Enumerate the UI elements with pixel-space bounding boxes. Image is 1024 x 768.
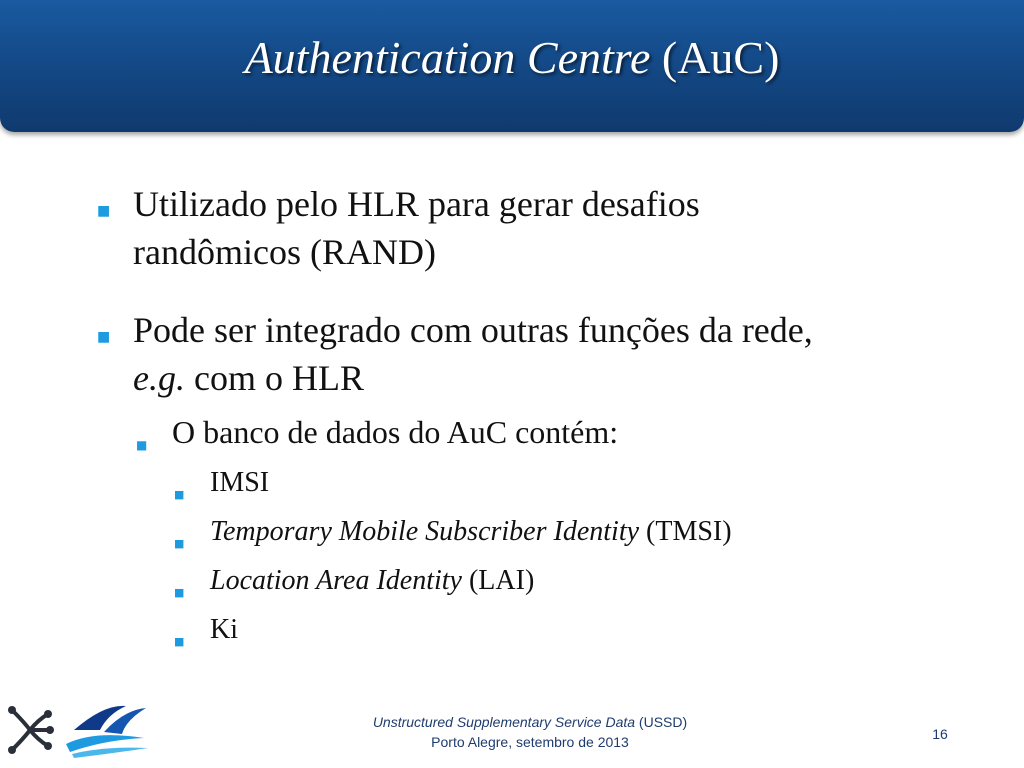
bullet-line-rest: com o HLR: [184, 358, 364, 398]
page-number: 16: [932, 726, 948, 742]
bullet-line: Utilizado pelo HLR para gerar desafios: [133, 184, 700, 224]
bullet-line: [133, 354, 364, 402]
slide-title-rest: (AuC): [661, 32, 780, 83]
slide-title: [0, 28, 1024, 88]
network-node-logo-icon: [6, 700, 56, 760]
square-bullet-icon: ■: [97, 203, 111, 219]
list-item-rest: (LAI): [461, 565, 535, 596]
list-item-italic: Location Area Identity: [210, 565, 462, 596]
footer: [300, 712, 760, 752]
square-bullet-icon: ■: [174, 586, 185, 599]
square-bullet-icon: ■: [174, 635, 185, 648]
eg-text: e.g.: [133, 358, 185, 398]
square-bullet-icon: ■: [174, 537, 185, 550]
square-bullet-icon: ■: [136, 438, 148, 452]
footer-line-1-italic: Unstructured Supplementary Service Data: [372, 714, 636, 730]
list-item-rest: (TMSI): [639, 516, 732, 547]
square-bullet-icon: ■: [174, 488, 185, 501]
footer-line-2: Porto Alegre, setembro de 2013: [431, 734, 629, 750]
bullet-line: randômicos (RAND): [133, 232, 436, 272]
bullet-line: Pode ser integrado com outras funções da rede,: [133, 310, 813, 350]
list-item-rest: IMSI: [210, 467, 270, 498]
footer-line-1-rest: (USSD): [635, 714, 688, 730]
swoosh-logo-icon: [64, 700, 154, 760]
slide-title-italic: Authentication Centre: [244, 32, 651, 83]
list-item-rest: Ki: [210, 614, 238, 645]
list-item-italic: Temporary Mobile Subscriber Identity: [210, 516, 640, 547]
list-item: [210, 463, 269, 503]
title-bar: [0, 0, 1024, 132]
square-bullet-icon: ■: [97, 329, 111, 345]
footer-line-1: [300, 712, 760, 732]
list-item: [210, 512, 732, 552]
list-item: [210, 610, 238, 650]
list-item: [210, 561, 534, 601]
sub-bullet-text: O banco de dados do AuC contém:: [172, 414, 619, 450]
